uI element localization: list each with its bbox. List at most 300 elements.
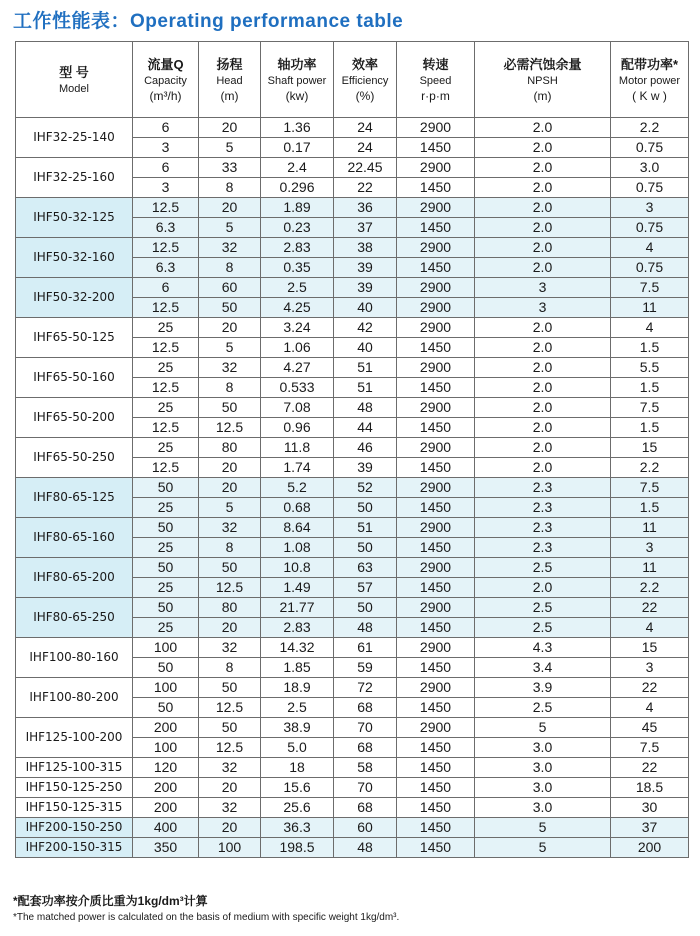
- value-cell: 12.5: [133, 418, 199, 438]
- model-cell: IHF65-50-250: [16, 438, 133, 478]
- value-cell: 0.75: [611, 218, 689, 238]
- value-cell: 25: [133, 398, 199, 418]
- value-cell: 50: [133, 598, 199, 618]
- value-cell: 38.9: [261, 718, 334, 738]
- value-cell: 7.5: [611, 738, 689, 758]
- value-cell: 2.5: [261, 278, 334, 298]
- value-cell: 61: [334, 638, 397, 658]
- header-row: [16, 42, 689, 118]
- footnote-cn: *配套功率按介质比重为1kg/dm³计算: [13, 894, 208, 908]
- table-row: [16, 758, 689, 778]
- model-cell: IHF32-25-140: [16, 118, 133, 158]
- value-cell: 1.08: [261, 538, 334, 558]
- value-cell: 2.3: [475, 518, 611, 538]
- value-cell: 2.0: [475, 218, 611, 238]
- model-cell: IHF100-80-200: [16, 678, 133, 718]
- value-cell: 60: [334, 818, 397, 838]
- value-cell: 5: [475, 838, 611, 858]
- value-cell: 30: [611, 798, 689, 818]
- value-cell: 6.3: [133, 258, 199, 278]
- value-cell: 4: [611, 238, 689, 258]
- value-cell: 3.24: [261, 318, 334, 338]
- value-cell: 80: [199, 598, 261, 618]
- value-cell: 3: [611, 538, 689, 558]
- model-cell: IHF200-150-250: [16, 818, 133, 838]
- value-cell: 100: [133, 638, 199, 658]
- value-cell: 70: [334, 718, 397, 738]
- value-cell: 3.0: [611, 158, 689, 178]
- value-cell: 2.0: [475, 418, 611, 438]
- value-cell: 200: [133, 778, 199, 798]
- value-cell: 8: [199, 538, 261, 558]
- table-row: [16, 198, 689, 218]
- footnote-en: *The matched power is calculated on the basis of medium with specific weight 1kg/dm³.: [13, 912, 400, 923]
- value-cell: 50: [199, 718, 261, 738]
- value-cell: 2.0: [475, 338, 611, 358]
- value-cell: 1.85: [261, 658, 334, 678]
- table-row: [16, 158, 689, 178]
- value-cell: 2.4: [261, 158, 334, 178]
- value-cell: 20: [199, 618, 261, 638]
- value-cell: 12.5: [199, 738, 261, 758]
- value-cell: 11.8: [261, 438, 334, 458]
- value-cell: 1450: [397, 218, 475, 238]
- header-speed: 转速 Speed r·p·m: [397, 42, 475, 118]
- value-cell: 1450: [397, 418, 475, 438]
- page-title: 工作性能表：Operating performance table: [13, 11, 404, 32]
- header-capacity: 流量Q Capacity (m³/h): [133, 42, 199, 118]
- table-row: [16, 358, 689, 378]
- value-cell: 1450: [397, 758, 475, 778]
- performance-table: [15, 41, 689, 858]
- value-cell: 0.75: [611, 178, 689, 198]
- value-cell: 12.5: [133, 338, 199, 358]
- value-cell: 3.9: [475, 678, 611, 698]
- value-cell: 37: [611, 818, 689, 838]
- table-row: [16, 518, 689, 538]
- value-cell: 1450: [397, 738, 475, 758]
- value-cell: 45: [611, 718, 689, 738]
- value-cell: 48: [334, 838, 397, 858]
- value-cell: 22: [334, 178, 397, 198]
- header-model: 型 号 Model: [16, 42, 133, 118]
- value-cell: 2900: [397, 238, 475, 258]
- value-cell: 100: [133, 738, 199, 758]
- value-cell: 5: [199, 338, 261, 358]
- value-cell: 2.2: [611, 578, 689, 598]
- value-cell: 3.0: [475, 738, 611, 758]
- value-cell: 12.5: [133, 298, 199, 318]
- value-cell: 22: [611, 678, 689, 698]
- value-cell: 50: [334, 538, 397, 558]
- model-cell: IHF150-125-315: [16, 798, 133, 818]
- value-cell: 6: [133, 158, 199, 178]
- value-cell: 1450: [397, 778, 475, 798]
- value-cell: 8: [199, 178, 261, 198]
- value-cell: 1.89: [261, 198, 334, 218]
- value-cell: 0.17: [261, 138, 334, 158]
- value-cell: 11: [611, 558, 689, 578]
- value-cell: 2.0: [475, 318, 611, 338]
- value-cell: 1.5: [611, 378, 689, 398]
- value-cell: 2.0: [475, 118, 611, 138]
- value-cell: 1450: [397, 458, 475, 478]
- value-cell: 44: [334, 418, 397, 438]
- model-cell: IHF125-100-200: [16, 718, 133, 758]
- value-cell: 2900: [397, 638, 475, 658]
- value-cell: 40: [334, 338, 397, 358]
- value-cell: 5: [199, 218, 261, 238]
- value-cell: 48: [334, 618, 397, 638]
- value-cell: 58: [334, 758, 397, 778]
- value-cell: 2.0: [475, 578, 611, 598]
- value-cell: 2.0: [475, 258, 611, 278]
- value-cell: 2900: [397, 518, 475, 538]
- value-cell: 33: [199, 158, 261, 178]
- model-cell: IHF80-65-200: [16, 558, 133, 598]
- value-cell: 2900: [397, 298, 475, 318]
- value-cell: 40: [334, 298, 397, 318]
- value-cell: 2.5: [475, 598, 611, 618]
- value-cell: 32: [199, 638, 261, 658]
- header-head: 扬程 Head (m): [199, 42, 261, 118]
- value-cell: 1450: [397, 818, 475, 838]
- value-cell: 2900: [397, 358, 475, 378]
- value-cell: 6: [133, 278, 199, 298]
- value-cell: 3.4: [475, 658, 611, 678]
- value-cell: 120: [133, 758, 199, 778]
- value-cell: 3: [133, 138, 199, 158]
- table-row: [16, 598, 689, 618]
- footnotes: [13, 892, 693, 926]
- value-cell: 100: [133, 678, 199, 698]
- value-cell: 3: [133, 178, 199, 198]
- value-cell: 15: [611, 638, 689, 658]
- value-cell: 2.0: [475, 458, 611, 478]
- value-cell: 12.5: [199, 578, 261, 598]
- model-cell: IHF65-50-200: [16, 398, 133, 438]
- value-cell: 4.27: [261, 358, 334, 378]
- value-cell: 0.23: [261, 218, 334, 238]
- value-cell: 7.5: [611, 398, 689, 418]
- value-cell: 7.5: [611, 278, 689, 298]
- value-cell: 15: [611, 438, 689, 458]
- value-cell: 1450: [397, 258, 475, 278]
- value-cell: 32: [199, 758, 261, 778]
- value-cell: 1450: [397, 138, 475, 158]
- value-cell: 1450: [397, 658, 475, 678]
- value-cell: 2900: [397, 718, 475, 738]
- value-cell: 7.08: [261, 398, 334, 418]
- value-cell: 18.5: [611, 778, 689, 798]
- value-cell: 59: [334, 658, 397, 678]
- table-row: [16, 398, 689, 418]
- value-cell: 2900: [397, 558, 475, 578]
- value-cell: 15.6: [261, 778, 334, 798]
- value-cell: 38: [334, 238, 397, 258]
- value-cell: 50: [199, 298, 261, 318]
- value-cell: 2900: [397, 438, 475, 458]
- value-cell: 20: [199, 818, 261, 838]
- value-cell: 46: [334, 438, 397, 458]
- value-cell: 50: [199, 558, 261, 578]
- value-cell: 3.0: [475, 758, 611, 778]
- value-cell: 36.3: [261, 818, 334, 838]
- value-cell: 3: [475, 298, 611, 318]
- value-cell: 200: [611, 838, 689, 858]
- value-cell: 2.0: [475, 358, 611, 378]
- value-cell: 1450: [397, 378, 475, 398]
- value-cell: 32: [199, 798, 261, 818]
- value-cell: 2.5: [261, 698, 334, 718]
- value-cell: 4: [611, 318, 689, 338]
- value-cell: 18: [261, 758, 334, 778]
- value-cell: 2900: [397, 398, 475, 418]
- model-cell: IHF80-65-250: [16, 598, 133, 638]
- table-row: [16, 838, 689, 858]
- value-cell: 2.5: [475, 558, 611, 578]
- table-row: [16, 438, 689, 458]
- value-cell: 39: [334, 458, 397, 478]
- value-cell: 2.5: [475, 618, 611, 638]
- value-cell: 1450: [397, 538, 475, 558]
- value-cell: 12.5: [133, 458, 199, 478]
- table-row: [16, 718, 689, 738]
- model-cell: IHF100-80-160: [16, 638, 133, 678]
- value-cell: 2900: [397, 278, 475, 298]
- value-cell: 1.5: [611, 338, 689, 358]
- value-cell: 68: [334, 798, 397, 818]
- header-motor-power: 配带功率* Motor power ( K w ): [611, 42, 689, 118]
- value-cell: 50: [133, 518, 199, 538]
- value-cell: 2900: [397, 118, 475, 138]
- model-cell: IHF150-125-250: [16, 778, 133, 798]
- value-cell: 2900: [397, 198, 475, 218]
- value-cell: 2.3: [475, 538, 611, 558]
- value-cell: 22: [611, 758, 689, 778]
- value-cell: 8: [199, 658, 261, 678]
- value-cell: 39: [334, 278, 397, 298]
- value-cell: 32: [199, 358, 261, 378]
- value-cell: 12.5: [133, 198, 199, 218]
- value-cell: 3: [611, 658, 689, 678]
- value-cell: 0.533: [261, 378, 334, 398]
- value-cell: 8: [199, 378, 261, 398]
- value-cell: 20: [199, 458, 261, 478]
- value-cell: 3.0: [475, 778, 611, 798]
- value-cell: 20: [199, 118, 261, 138]
- value-cell: 50: [199, 398, 261, 418]
- value-cell: 5: [475, 818, 611, 838]
- value-cell: 4.3: [475, 638, 611, 658]
- value-cell: 0.75: [611, 258, 689, 278]
- value-cell: 25: [133, 318, 199, 338]
- value-cell: 2900: [397, 158, 475, 178]
- value-cell: 25: [133, 578, 199, 598]
- model-cell: IHF50-32-200: [16, 278, 133, 318]
- model-cell: IHF80-65-125: [16, 478, 133, 518]
- value-cell: 2.2: [611, 458, 689, 478]
- value-cell: 5: [199, 498, 261, 518]
- header-efficiency: 效率 Efficiency (%): [334, 42, 397, 118]
- value-cell: 2900: [397, 478, 475, 498]
- value-cell: 25.6: [261, 798, 334, 818]
- value-cell: 5.5: [611, 358, 689, 378]
- model-cell: IHF65-50-160: [16, 358, 133, 398]
- value-cell: 52: [334, 478, 397, 498]
- value-cell: 21.77: [261, 598, 334, 618]
- value-cell: 2.0: [475, 198, 611, 218]
- value-cell: 32: [199, 238, 261, 258]
- value-cell: 20: [199, 478, 261, 498]
- value-cell: 6: [133, 118, 199, 138]
- value-cell: 5: [475, 718, 611, 738]
- value-cell: 72: [334, 678, 397, 698]
- table-row: [16, 318, 689, 338]
- value-cell: 18.9: [261, 678, 334, 698]
- value-cell: 20: [199, 778, 261, 798]
- value-cell: 3: [475, 278, 611, 298]
- value-cell: 350: [133, 838, 199, 858]
- model-cell: IHF80-65-160: [16, 518, 133, 558]
- value-cell: 24: [334, 118, 397, 138]
- value-cell: 8.64: [261, 518, 334, 538]
- value-cell: 2900: [397, 678, 475, 698]
- header-npsh: 必需汽蚀余量 NPSH (m): [475, 42, 611, 118]
- table-row: [16, 238, 689, 258]
- value-cell: 7.5: [611, 478, 689, 498]
- value-cell: 11: [611, 298, 689, 318]
- value-cell: 1.5: [611, 418, 689, 438]
- value-cell: 1.74: [261, 458, 334, 478]
- value-cell: 60: [199, 278, 261, 298]
- value-cell: 20: [199, 318, 261, 338]
- value-cell: 2.0: [475, 398, 611, 418]
- value-cell: 51: [334, 358, 397, 378]
- value-cell: 1.36: [261, 118, 334, 138]
- value-cell: 2.83: [261, 238, 334, 258]
- value-cell: 5: [199, 138, 261, 158]
- value-cell: 1450: [397, 578, 475, 598]
- value-cell: 25: [133, 358, 199, 378]
- value-cell: 50: [133, 658, 199, 678]
- value-cell: 32: [199, 518, 261, 538]
- value-cell: 400: [133, 818, 199, 838]
- value-cell: 80: [199, 438, 261, 458]
- value-cell: 2.2: [611, 118, 689, 138]
- value-cell: 0.68: [261, 498, 334, 518]
- value-cell: 22.45: [334, 158, 397, 178]
- table-body: [16, 118, 689, 858]
- model-cell: IHF50-32-125: [16, 198, 133, 238]
- table-row: [16, 558, 689, 578]
- model-cell: IHF50-32-160: [16, 238, 133, 278]
- value-cell: 0.35: [261, 258, 334, 278]
- value-cell: 57: [334, 578, 397, 598]
- value-cell: 51: [334, 518, 397, 538]
- value-cell: 25: [133, 498, 199, 518]
- value-cell: 50: [334, 598, 397, 618]
- value-cell: 2.5: [475, 698, 611, 718]
- value-cell: 11: [611, 518, 689, 538]
- value-cell: 1450: [397, 618, 475, 638]
- value-cell: 50: [334, 498, 397, 518]
- value-cell: 1450: [397, 698, 475, 718]
- value-cell: 68: [334, 738, 397, 758]
- value-cell: 70: [334, 778, 397, 798]
- value-cell: 4.25: [261, 298, 334, 318]
- value-cell: 36: [334, 198, 397, 218]
- value-cell: 1.49: [261, 578, 334, 598]
- value-cell: 2.0: [475, 138, 611, 158]
- table-row: [16, 678, 689, 698]
- value-cell: 3: [611, 198, 689, 218]
- value-cell: 1450: [397, 338, 475, 358]
- value-cell: 200: [133, 718, 199, 738]
- value-cell: 39: [334, 258, 397, 278]
- value-cell: 25: [133, 538, 199, 558]
- value-cell: 4: [611, 618, 689, 638]
- value-cell: 2.3: [475, 498, 611, 518]
- value-cell: 1.06: [261, 338, 334, 358]
- model-cell: IHF200-150-315: [16, 838, 133, 858]
- value-cell: 1450: [397, 798, 475, 818]
- value-cell: 2.0: [475, 158, 611, 178]
- value-cell: 25: [133, 618, 199, 638]
- value-cell: 50: [133, 558, 199, 578]
- value-cell: 50: [133, 478, 199, 498]
- value-cell: 4: [611, 698, 689, 718]
- value-cell: 6.3: [133, 218, 199, 238]
- value-cell: 12.5: [199, 418, 261, 438]
- value-cell: 2900: [397, 598, 475, 618]
- value-cell: 14.32: [261, 638, 334, 658]
- value-cell: 5.0: [261, 738, 334, 758]
- value-cell: 200: [133, 798, 199, 818]
- header-shaft-power: 轴功率 Shaft power (kw): [261, 42, 334, 118]
- value-cell: 42: [334, 318, 397, 338]
- model-cell: IHF125-100-315: [16, 758, 133, 778]
- value-cell: 2900: [397, 318, 475, 338]
- value-cell: 8: [199, 258, 261, 278]
- value-cell: 2.0: [475, 438, 611, 458]
- value-cell: 25: [133, 438, 199, 458]
- value-cell: 20: [199, 198, 261, 218]
- value-cell: 2.0: [475, 238, 611, 258]
- value-cell: 63: [334, 558, 397, 578]
- value-cell: 12.5: [133, 378, 199, 398]
- value-cell: 10.8: [261, 558, 334, 578]
- table-row: [16, 638, 689, 658]
- table-row: [16, 278, 689, 298]
- value-cell: 51: [334, 378, 397, 398]
- table-row: [16, 118, 689, 138]
- value-cell: 2.3: [475, 478, 611, 498]
- value-cell: 1450: [397, 178, 475, 198]
- value-cell: 1450: [397, 498, 475, 518]
- value-cell: 48: [334, 398, 397, 418]
- table-row: [16, 798, 689, 818]
- value-cell: 0.96: [261, 418, 334, 438]
- value-cell: 50: [199, 678, 261, 698]
- table-row: [16, 818, 689, 838]
- value-cell: 2.83: [261, 618, 334, 638]
- value-cell: 12.5: [133, 238, 199, 258]
- model-cell: IHF65-50-125: [16, 318, 133, 358]
- value-cell: 2.0: [475, 178, 611, 198]
- value-cell: 12.5: [199, 698, 261, 718]
- value-cell: 1.5: [611, 498, 689, 518]
